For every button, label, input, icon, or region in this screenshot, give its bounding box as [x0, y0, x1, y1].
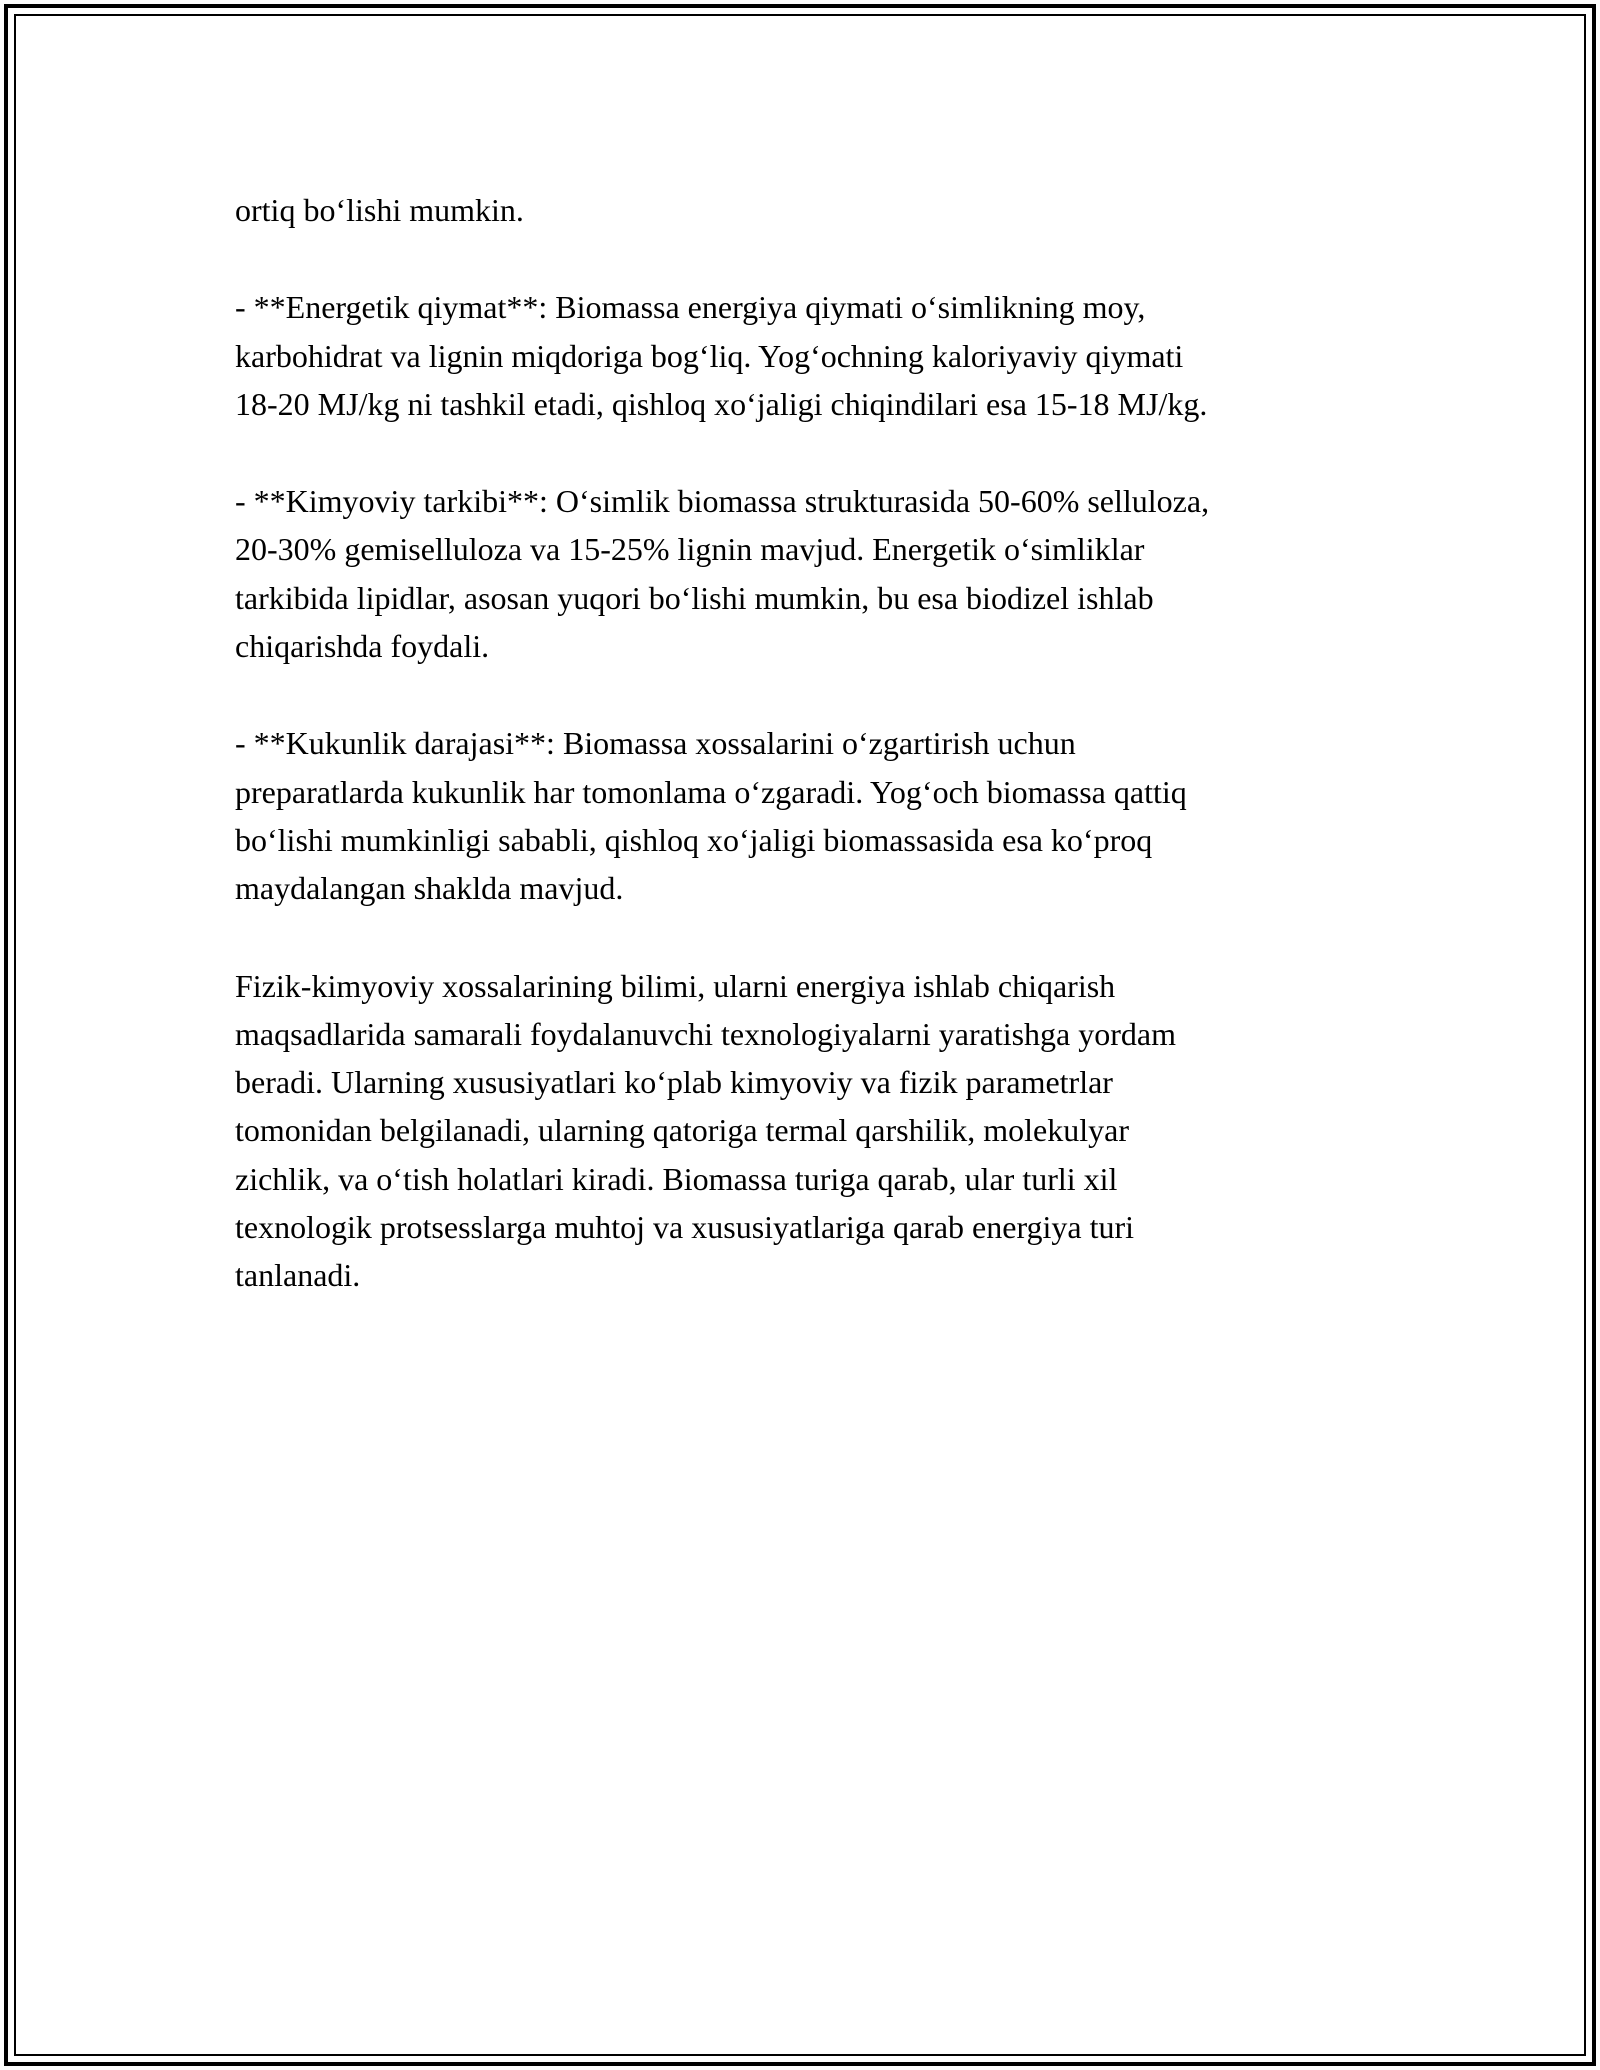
text-line: tanlanadi. — [235, 1257, 361, 1294]
text-line: preparatlarda kukunlik har tomonlama o‘zgaradi. Yog‘och biomassa qattiq — [235, 773, 1187, 810]
text-line: zichlik, va o‘tish holatlari kiradi. Biomassa turiga qarab, ular turli xil — [235, 1160, 1118, 1197]
text-line: - **Energetik qiymat**: Biomassa energiya qiymati o‘simlikning moy, — [235, 289, 1146, 326]
document-body — [235, 186, 1365, 1349]
text-line: Fizik-kimyoviy xossalarining bilimi, ularni energiya ishlab chiqarish — [235, 967, 1116, 1004]
paragraph-kukunlik-darajasi — [235, 719, 1365, 912]
text-line: - **Kimyoviy tarkibi**: O‘simlik biomassa strukturasida 50-60% selluloza, — [235, 483, 1210, 520]
text-line: beradi. Ularning xususiyatlari ko‘plab kimyoviy va fizik parametrlar — [235, 1064, 1113, 1101]
text-line: - **Kukunlik darajasi**: Biomassa xossalarini o‘zgartirish uchun — [235, 725, 1076, 762]
text-line: karbohidrat va lignin miqdoriga bog‘liq. Yog‘ochning kaloriyaviy qiymati — [235, 337, 1184, 374]
text-line: texnologik protsesslarga muhtoj va xususiyatlariga qarab energiya turi — [235, 1209, 1135, 1246]
text-line: bo‘lishi mumkinligi sababli, qishloq xo‘jaligi biomassasida esa ko‘proq — [235, 821, 1153, 858]
text-line: maydalangan shaklda mavjud. — [235, 870, 624, 907]
paragraph-energetik-qiymat — [235, 283, 1365, 428]
text-line: 20-30% gemiselluloza va 15-25% lignin mavjud. Energetik o‘simliklar — [235, 531, 1145, 568]
paragraph-conclusion — [235, 962, 1365, 1300]
text-line: ortiq bo‘lishi mumkin. — [235, 192, 524, 228]
text-line: tomonidan belgilanadi, ularning qatoriga termal qarshilik, molekulyar — [235, 1112, 1129, 1149]
paragraph-kimyoviy-tarkibi — [235, 477, 1365, 670]
paragraph-continuation — [235, 186, 1365, 234]
text-line: 18-20 MJ/kg ni tashkil etadi, qishloq xo‘jaligi chiqindilari esa 15-18 MJ/kg. — [235, 385, 1208, 422]
text-line: tarkibida lipidlar, asosan yuqori bo‘lishi mumkin, bu esa biodizel ishlab — [235, 579, 1154, 616]
text-line: chiqarishda foydali. — [235, 628, 490, 665]
text-line: maqsadlarida samarali foydalanuvchi texnologiyalarni yaratishga yordam — [235, 1015, 1176, 1052]
